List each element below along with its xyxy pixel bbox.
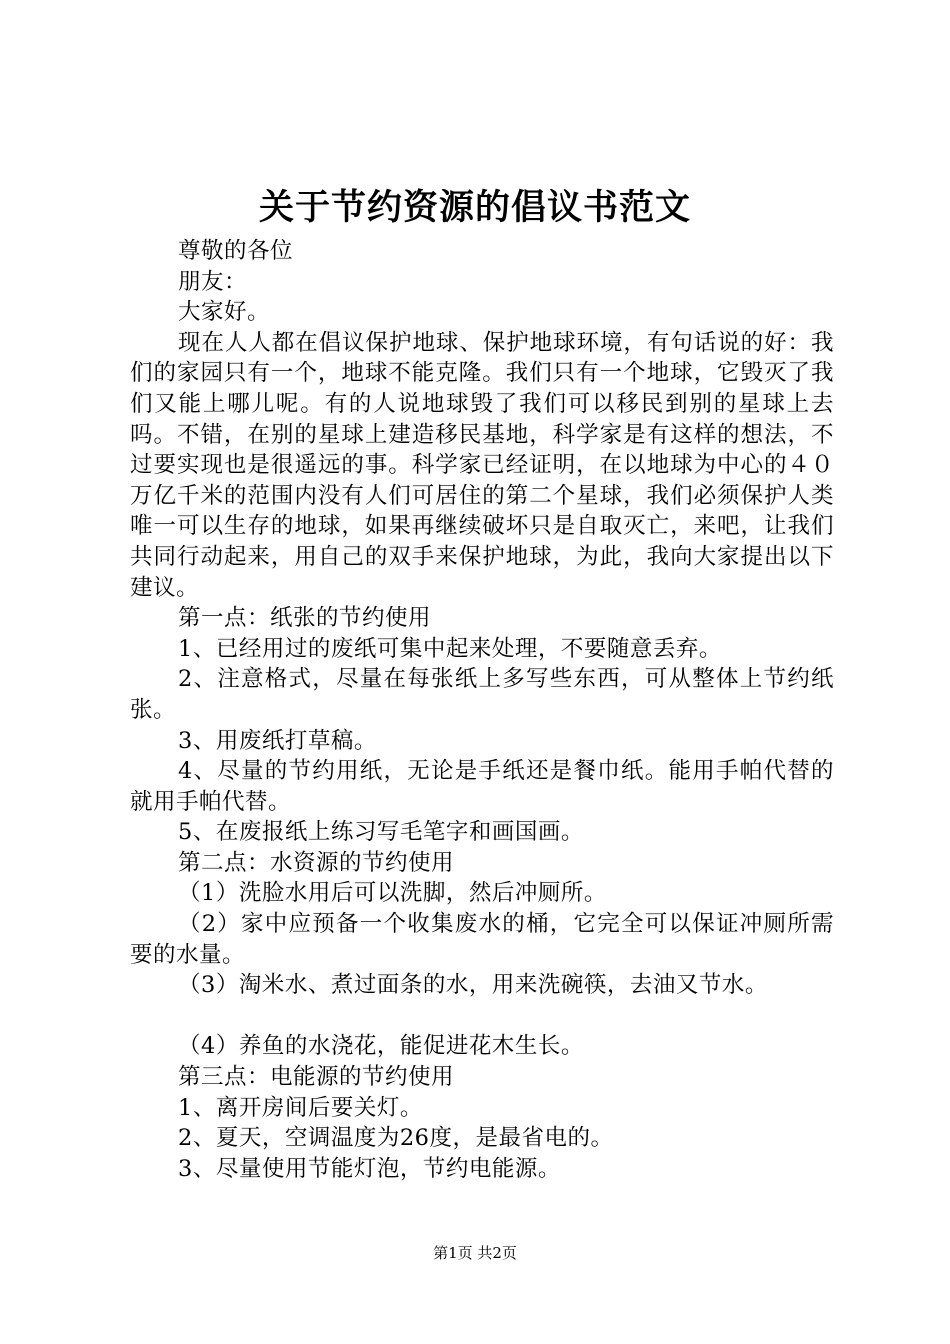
list-item: （1）洗脸水用后可以洗脚，然后冲厕所。 [178, 880, 607, 907]
list-item: 1、已经用过的废纸可集中起来处理，不要随意丢弃。 [178, 635, 722, 662]
list-item: （2）家中应预备一个收集废水的桶，它完全可以保证冲厕所需要的水量。 [130, 911, 834, 968]
section-heading-water: 第二点：水资源的节约使用 [178, 849, 455, 876]
list-item: 5、在废报纸上练习写毛笔字和画国画。 [178, 819, 584, 846]
list-item: 4、尽量的节约用纸，无论是手纸还是餐巾纸。能用手帕代替的就用手帕代替。 [130, 758, 834, 815]
section-heading-paper: 第一点：纸张的节约使用 [178, 605, 432, 632]
list-item: 2、夏天，空调温度为26度，是最省电的。 [178, 1125, 614, 1152]
document-body [130, 236, 834, 1184]
list-item: 3、尽量使用节能灯泡，节约电能源。 [178, 1155, 561, 1182]
salutation-line-1: 尊敬的各位 [178, 238, 294, 264]
section-heading-electricity: 第三点：电能源的节约使用 [178, 1064, 455, 1091]
list-item: 3、用废纸打草稿。 [178, 727, 377, 754]
blank-line [130, 1001, 834, 1032]
greeting: 大家好。 [178, 299, 271, 326]
document-title: 关于节约资源的倡议书范文 [258, 188, 691, 228]
list-item: 2、注意格式，尽量在每张纸上多写些东西，可从整体上节约纸张。 [130, 666, 834, 723]
page-number: 第1页 共2页 [433, 1244, 517, 1262]
intro-paragraph: 现在人人都在倡议保护地球、保护地球环境，有句话说的好：我们的家园只有一个，地球不能克隆。我们只有一个地球，它毁灭了我们又能上哪儿呢。有的人说地球毁了我们可以移民到别的星球上去吗。不错，在别的星球上建造移民基地，科学家是有这样的想法，不过要实现也是很遥远的事。科学家已经证明，在以地球为中心的４０万亿千米的范围内没有人们可居住的第二个星球，我们必须保护人类唯一可以生存的地球，如果再继续破坏只是自取灭亡，来吧，让我们共同行动起来，用自己的双手来保护地球，为此，我向大家提出以下建议。 [130, 329, 834, 601]
list-item: （3）淘米水、煮过面条的水，用来洗碗筷，去油又节水。 [178, 972, 768, 999]
list-item: 1、离开房间后要关灯。 [178, 1094, 423, 1121]
salutation-line-2: 朋友： [178, 268, 248, 295]
list-item: （4）养鱼的水浇花，能促进花木生长。 [178, 1033, 584, 1060]
